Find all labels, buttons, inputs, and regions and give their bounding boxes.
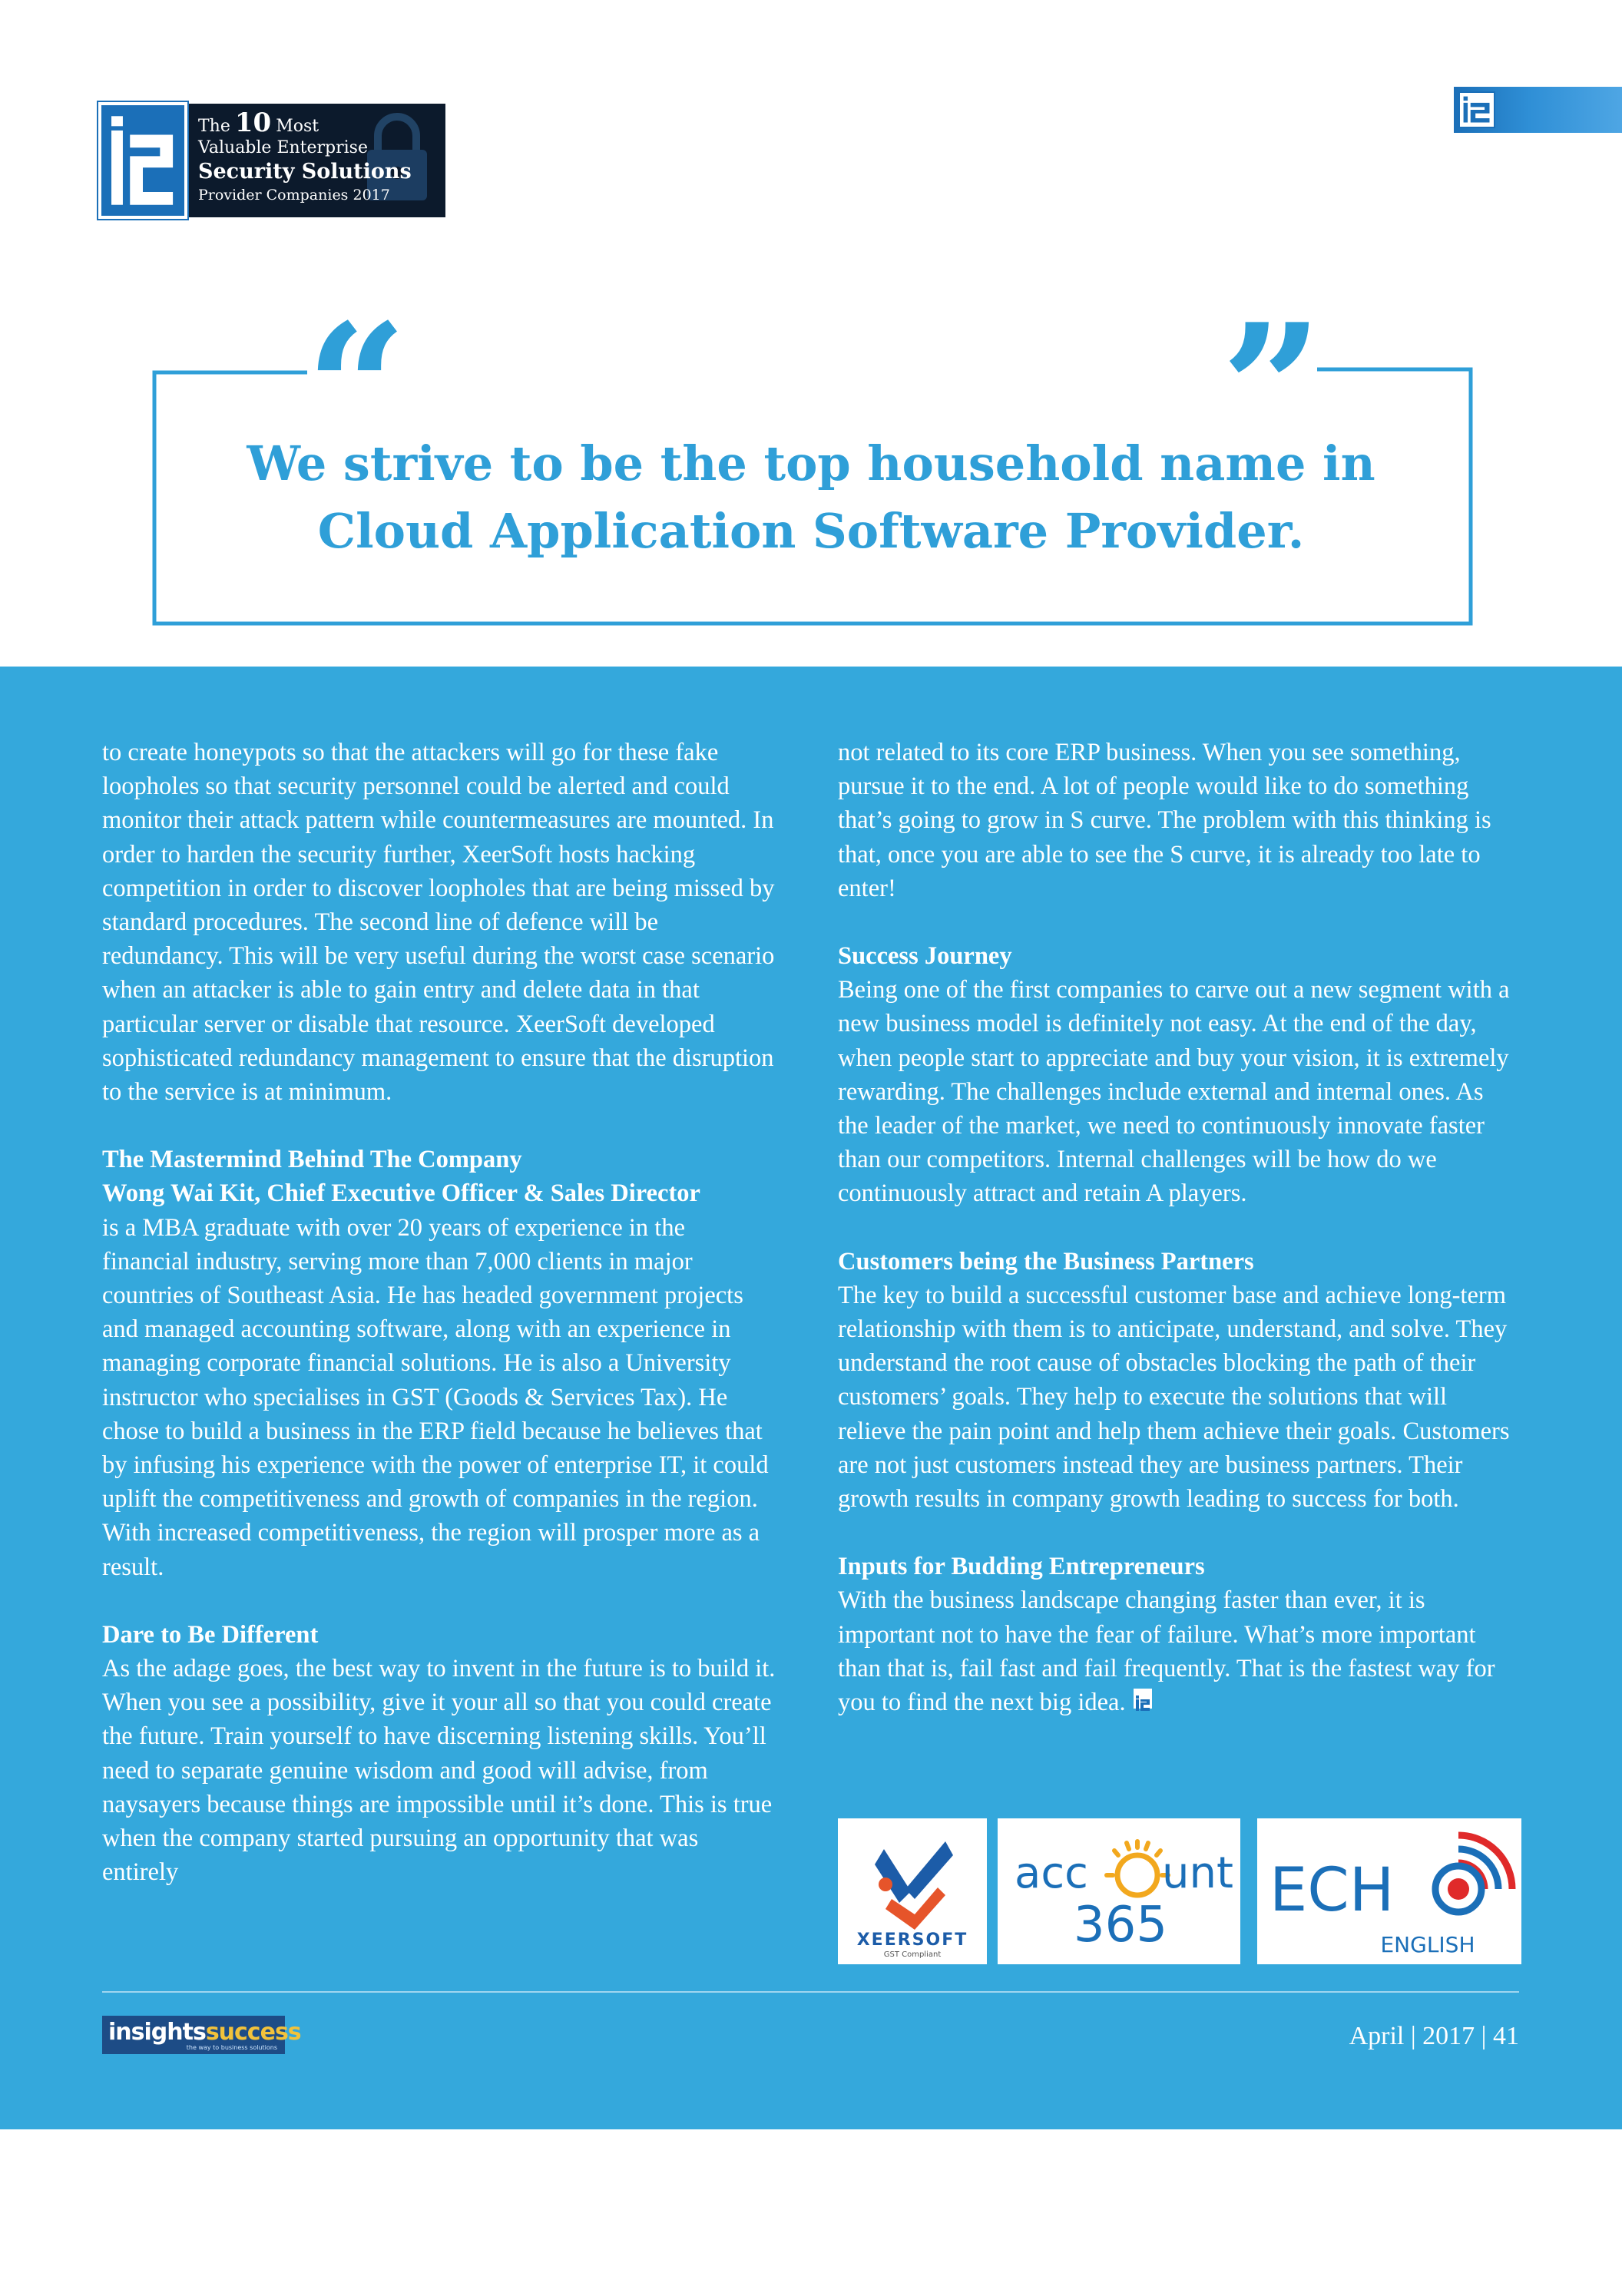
body-paragraph: As the adage goes, the best way to invent in the future is to build it. When you see a possibility, give it your all so that you could create the future. Train yourself to have discerning listening skills. You’ll need to separate genuine wisdom and good will advise, from naysayers because things are impossible until it’s done. This is true when the company started pursuing an opportunity that was entirely [102,1655,776,1887]
body-paragraph: The key to build a successful customer base and achieve long-term relationship with them is to anticipate, understand, and solve. They understand the root cause of obstacles blocking the path of their customers’ goals. They help to execute the solutions that will relieve the pain point and help them achieve their goals. Customers are not just customers instead they are business partners. Their growth results in company growth leading to success for both. [838,1281,1510,1514]
body-paragraph: not related to its core ERP business. When you see something, pursue it to the end. A lot of people would like to do something that’s going to grow in S curve. The problem with this thinking is that, once you are able to see the S curve, it is already too late to enter! [838,739,1491,902]
corner-tab [1454,87,1622,133]
sun-icon [1107,1841,1168,1895]
badge-the: The [198,117,230,136]
magazine-award-badge [98,102,445,219]
article-column-left [102,736,778,1890]
body-paragraph: is a MBA graduate with over 20 years of experience in the financial industry, serving more than 7,000 clients in major countries of Southeast Asia. He has headed government projects and managed accounting software, along with an experience in managing corporate financial solutions. He is also a University instructor who specialises in GST (Goods & Services Tax). He chose to build a business in the ERP field because he believes that by infusing his experience with the power of enterprise IT, it could uplift the competitiveness and growth of companies in the region. With increased competitiveness, the region will prosper more as a result. [102,1213,769,1581]
brand-part-1: insights [108,2019,206,2046]
brand-name [108,2019,301,2046]
footer-divider [102,1991,1519,1993]
close-quote-mark: ” [1221,286,1323,493]
badge-line-2: Valuable Enterprise [198,138,368,157]
account-text-post: unt [1162,1848,1233,1898]
badge-line-1 [198,108,445,138]
account-number: 365 [1073,1897,1168,1954]
account-text-pre: acc [1015,1848,1088,1898]
echo-sub: ENGLISH [1380,1932,1475,1957]
body-paragraph: Being one of the first companies to carve out a new segment with a new business model is definitely not easy. At the end of the day, when people start to appreciate and buy your vision, it is extremely rewarding. The challenges include external and internal ones. As the leader of the market, we need to continuously innovate faster than our competitors. Internal challenges will be how do we continuously attract and retain A players. [838,976,1510,1208]
badge-number: 10 [234,108,272,138]
badge-line-4: Provider Companies 2017 [198,187,390,203]
brand-part-2: success [205,2019,301,2046]
i2-mini-logo-icon [1460,93,1494,127]
article-body [0,667,1622,2129]
open-quote-mark: “ [306,286,408,493]
xeersoft-logo-icon [838,1818,987,1964]
page-date-number: April | 2017 | 41 [1349,2022,1519,2050]
person-heading: Wong Wai Kit, Chief Executive Officer & Sales Director [102,1179,700,1208]
xeersoft-name: XEERSOFT [856,1930,968,1950]
final-paragraph-text: With the business landscape changing faster than ever, it is important not to have the fear of failure. What’s more important than that is, fail fast and fail frequently. That is the fastest way for you to find the next big idea. [838,1586,1495,1717]
i2-logo [98,102,187,219]
badge-most: Most [276,117,319,136]
account365-logo [998,1818,1240,1964]
xeersoft-tag: GST Compliant [883,1950,942,1959]
badge-line-3: Security Solutions [198,160,412,184]
section-heading-customers: Customers being the Business Partners [838,1247,1254,1275]
echo-english-logo [1257,1818,1521,1964]
xeersoft-logo [838,1818,987,1964]
end-mark-icon [1134,1689,1152,1709]
brand-tagline: the way to business solutions [186,2044,277,2051]
section-heading-mastermind: The Mastermind Behind The Company [102,1146,522,1174]
section-heading-success: Success Journey [838,942,1012,971]
article-column-right [838,736,1514,1719]
insights-success-logo [102,2016,301,2054]
section-heading-inputs: Inputs for Budding Entrepreneurs [838,1553,1205,1581]
i2-mini-logo [1458,91,1495,128]
echo-english-logo-icon [1257,1818,1521,1964]
sound-wave-icon [1435,1835,1512,1912]
echo-name: ECH [1269,1856,1395,1925]
body-paragraph-final [838,1583,1514,1719]
pull-quote-text: We strive to be the top household name in Cloud Application Software Provider. [247,435,1375,559]
body-paragraph: to create honeypots so that the attackers will go for these fake loopholes so that security personnel could be alerted and could monitor their attack pattern while countermeasures are mounted. In order to harden the security further, XeerSoft hosts hacking competition in order to discover loopholes that are being missed by standard procedures. The second line of defence will be redundancy. This will be very useful during the worst case scenario when an attacker is able to gain entry and delete data in that particular server or disable that resource. XeerSoft developed sophisticated redundancy management to ensure that the disruption to the service is at minimum. [102,739,775,1107]
i2-logo-icon [101,105,184,216]
badge-title-block [189,104,445,217]
account365-logo-icon [998,1818,1240,1964]
company-logos [838,1818,1521,1964]
section-heading-dare: Dare to Be Different [102,1620,319,1649]
